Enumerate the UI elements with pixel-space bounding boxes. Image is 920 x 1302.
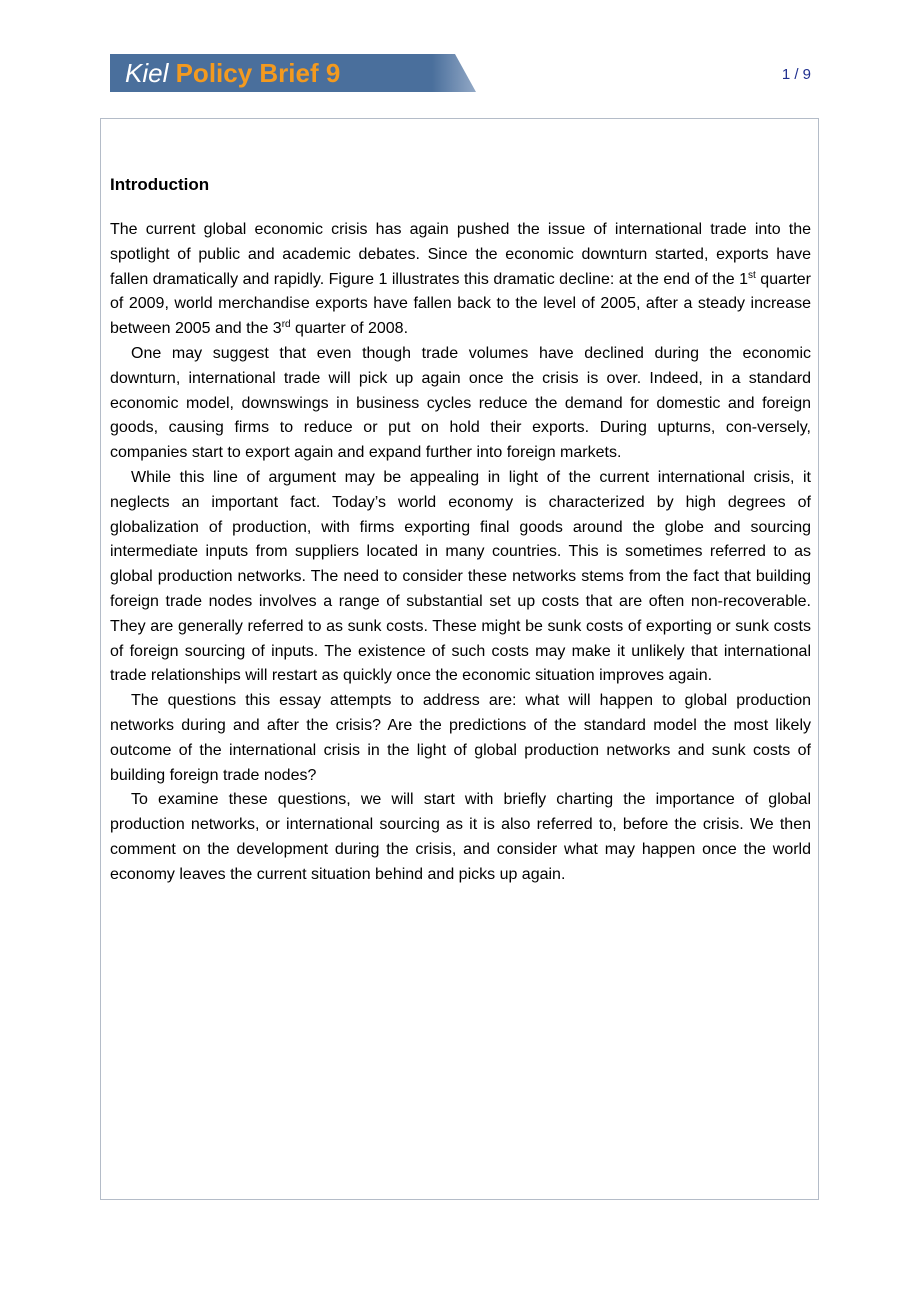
- header-banner: [110, 54, 476, 92]
- superscript-rd: rd: [281, 319, 291, 331]
- paragraph-1-part-b: quarter of 2009, world merchandise exports have fallen back to the level of 2005, after a steady increase between 2005 and the 3: [110, 270, 811, 338]
- paragraph-5: To examine these questions, we will start with briefly charting the importance of global production networks, or international sourcing as it is also referred to, before the crisis. We then comment on the development during the crisis, and consider what may happen once the world economy leaves the current situation behind and picks up again.: [110, 791, 811, 883]
- brand-kiel: Kiel: [125, 58, 169, 88]
- paragraph-1-part-a: The current global economic crisis has again pushed the issue of international trade into the spotlight of public and academic debates. Since the economic downturn started, exports have fallen dramatically and rapidly. Figure 1 illustrates this dramatic decline: at the end of the 1: [110, 221, 811, 288]
- brand-policy-brief: Policy Brief 9: [175, 58, 341, 88]
- body-text: [110, 218, 811, 888]
- section-heading: Introduction: [110, 175, 210, 194]
- page-number: 1 / 9: [781, 66, 811, 83]
- superscript-st: st: [748, 269, 756, 281]
- paragraph-4: The questions this essay attempts to address are: what will happen to global production networks during and after the crisis? Are the predictions of the standard model the most likely outcome of the international crisis in the light of global production networks and sunk costs of building foreign trade nodes?: [110, 692, 811, 784]
- paragraph-1: [110, 218, 811, 342]
- paragraph-1-part-c: quarter of 2008.: [290, 320, 409, 338]
- paragraph-2: One may suggest that even though trade volumes have declined during the economic downturn, international trade will pick up again once the crisis is over. Indeed, in a standard economic model, downswings in business cycles reduce the demand for domestic and foreign goods, causing firms to reduce or put on hold their exports. During upturns, con-versely, companies start to export again and expand further into foreign markets.: [110, 344, 811, 462]
- paragraph-3: While this line of argument may be appealing in light of the current international crisis, it neglects an important fact. Today’s world economy is characterized by high degrees of globalization of production, with firms exporting final goods around the globe and sourcing intermediate inputs from suppliers located in many countries. This is sometimes referred to as global production networks. The need to consider these networks stems from the fact that building foreign trade nodes involves a range of substantial set up costs that are often non-recoverable. They are generally referred to as sunk costs. These might be sunk costs of exporting or sunk costs of foreign sourcing of inputs. The existence of such costs may make it unlikely that international trade relationships will restart as quickly once the economic situation improves again.: [110, 468, 811, 685]
- brand-title: [125, 58, 340, 88]
